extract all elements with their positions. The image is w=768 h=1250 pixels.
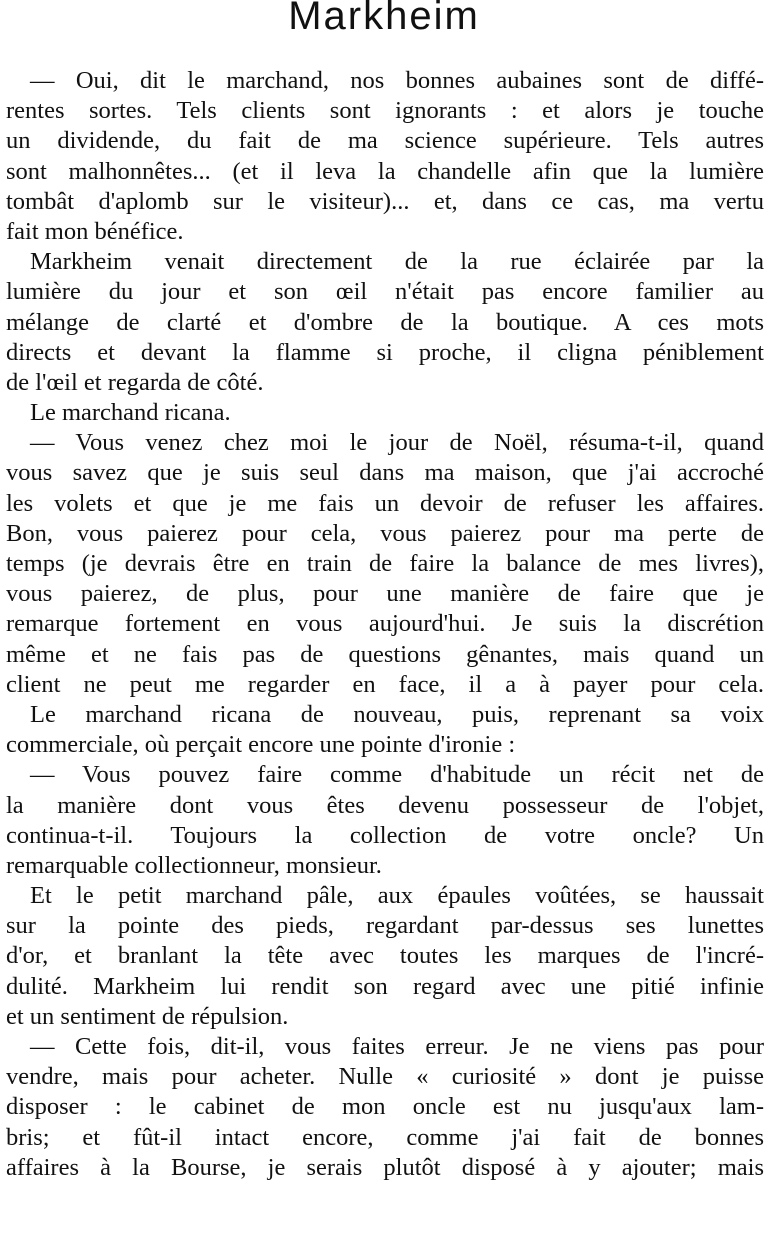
text-line: fait mon bénéfice. bbox=[6, 217, 184, 245]
body-text bbox=[6, 66, 764, 1183]
text-line: disposer : le cabinet de mon oncle est nu jusqu'aux lam- bbox=[6, 1093, 764, 1121]
text-line: directs et devant la flamme si proche, il cligna péniblement bbox=[6, 338, 764, 366]
text-line: Bon, vous paierez pour cela, vous paierez pour ma perte de bbox=[6, 519, 764, 547]
text-line: vous savez que je suis seul dans ma maison, que j'ai accroché bbox=[6, 459, 764, 487]
text-line: Et le petit marchand pâle, aux épaules voûtées, se haussait bbox=[30, 882, 764, 910]
text-line: continua-t-il. Toujours la collection de votre oncle? Un bbox=[6, 821, 764, 849]
text-line: mélange de clarté et d'ombre de la boutique. A ces mots bbox=[6, 308, 764, 336]
text-line: et un sentiment de répulsion. bbox=[6, 1002, 289, 1030]
text-line: la manière dont vous êtes devenu possesseur de l'objet, bbox=[6, 791, 764, 819]
text-line: commerciale, où perçait encore une pointe d'ironie : bbox=[6, 731, 516, 759]
text-line: sur la pointe des pieds, regardant par-dessus ses lunettes bbox=[6, 912, 764, 940]
text-line: dulité. Markheim lui rendit son regard avec une pitié infinie bbox=[6, 972, 764, 1000]
text-line: d'or, et branlant la tête avec toutes les marques de l'incré- bbox=[6, 942, 764, 970]
text-line: rentes sortes. Tels clients sont ignorants : et alors je touche bbox=[6, 97, 764, 125]
text-line: vendre, mais pour acheter. Nulle « curiosité » dont je puisse bbox=[6, 1063, 764, 1091]
page-title: Markheim bbox=[288, 0, 480, 38]
text-line: Markheim venait directement de la rue éclairée par la bbox=[30, 248, 764, 276]
text-line: vous paierez, de plus, pour une manière de faire que je bbox=[6, 580, 764, 608]
text-line: remarquable collectionneur, monsieur. bbox=[6, 851, 382, 879]
text-line: même et ne fais pas de questions gênantes, mais quand un bbox=[6, 640, 764, 668]
text-line: les volets et que je me fais un devoir de refuser les affaires. bbox=[6, 489, 764, 517]
text-line: client ne peut me regarder en face, il a à payer pour cela. bbox=[6, 670, 764, 698]
text-line: Le marchand ricana de nouveau, puis, reprenant sa voix bbox=[30, 700, 764, 728]
text-line: tombât d'aplomb sur le visiteur)... et, dans ce cas, ma vertu bbox=[6, 187, 764, 215]
text-line: bris; et fût-il intact encore, comme j'ai fait de bonnes bbox=[6, 1123, 764, 1151]
text-line: de l'œil et regarda de côté. bbox=[6, 368, 264, 396]
text-line: — Cette fois, dit-il, vous faites erreur. Je ne viens pas pour bbox=[30, 1033, 764, 1060]
text-line: sont malhonnêtes... (et il leva la chandelle afin que la lumière bbox=[6, 157, 764, 185]
text-line: — Vous venez chez moi le jour de Noël, résuma-t-il, quand bbox=[30, 429, 764, 457]
text-line: remarque fortement en vous aujourd'hui. Je suis la discrétion bbox=[6, 610, 764, 638]
text-line: — Vous pouvez faire comme d'habitude un récit net de bbox=[30, 761, 764, 789]
text-line: Le marchand ricana. bbox=[30, 399, 231, 427]
text-line: lumière du jour et son œil n'était pas encore familier au bbox=[6, 278, 764, 306]
text-line: affaires à la Bourse, je serais plutôt disposé à y ajouter; mais bbox=[6, 1153, 764, 1181]
text-line: — Oui, dit le marchand, nos bonnes aubaines sont de diffé- bbox=[30, 67, 764, 94]
text-line: un dividende, du fait de ma science supérieure. Tels autres bbox=[6, 127, 764, 155]
text-line: temps (je devrais être en train de faire la balance de mes livres), bbox=[6, 550, 764, 577]
